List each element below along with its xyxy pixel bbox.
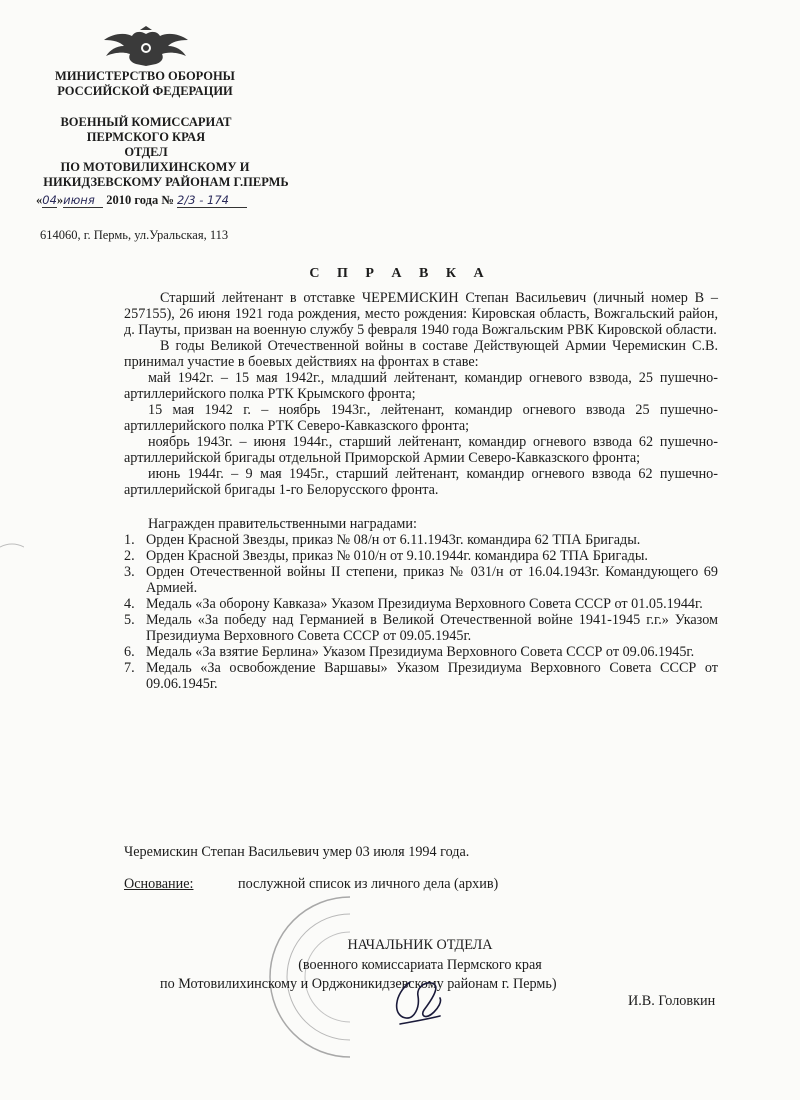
award-text: Медаль «За взятие Берлина» Указом Президиума Верховного Совета СССР от 09.06.1945г.	[146, 644, 695, 660]
service-entry: июнь 1944г. – 9 мая 1945г., старший лейтенант, командир огневого взвода 62 пушечно-артиллерийской бригады 1-го Белорусского фронта.	[124, 466, 718, 498]
award-text: Орден Красной Звезды, приказ № 010/н от 9.10.1944г. командира 62 ТПА Бригады.	[146, 548, 648, 564]
ministry-line: МИНИСТЕРСТВО ОБОРОНЫ	[55, 69, 235, 83]
paragraph-war-service: В годы Великой Отечественной войны в составе Действующей Армии Черемискин С.В. принимал участие в боевых действиях на фронтах в ставе:	[124, 338, 718, 370]
signature-title: НАЧАЛЬНИК ОТДЕЛА	[347, 937, 493, 953]
service-entry: май 1942г. – 15 мая 1942г., младший лейтенант, командир огневого взвода, 25 пушечно-артиллерийского полка РТК Крымского фронта;	[124, 370, 718, 402]
document-number-handwritten: 2/3 - 174	[177, 193, 247, 208]
service-entry: ноябрь 1943г. – июня 1944г., старший лейтенант, командир огневого взвода 62 пушечно-артиллерийской бригады отдельной Приморской Армии Северо-Кавказского фронта;	[124, 434, 718, 466]
award-number: 1.	[124, 532, 135, 548]
award-item	[124, 644, 718, 660]
address: 614060, г. Пермь, ул.Уральская, 113	[40, 228, 229, 242]
award-item	[124, 596, 718, 612]
award-text: Орден Отечественной войны II степени, приказ № 031/н от 16.04.1943г. Командующего 69 Армией.	[146, 564, 718, 596]
award-number: 3.	[124, 564, 135, 580]
award-text: Орден Красной Звезды, приказ № 08/н от 6.11.1943г. командира 62 ТПА Бригады.	[146, 532, 641, 548]
commissariat-line: ПЕРМСКОГО КРАЯ	[86, 130, 206, 144]
service-entry: 15 мая 1942 г. – ноябрь 1943г., лейтенант, командир огневого взвода 25 пушечно-артиллерийского полка РТК Северо-Кавказского фронта;	[124, 402, 718, 434]
binder-hole-mark-icon	[0, 540, 24, 554]
ministry-header	[40, 69, 250, 99]
number-sign: №	[161, 193, 174, 207]
handwritten-signature-icon	[380, 972, 460, 1032]
death-note: Черемискин Степан Васильевич умер 03 июля 1994 года.	[124, 844, 470, 860]
paragraph-personal-info: Старший лейтенант в отставке ЧЕРЕМИСКИН Степан Васильевич (личный номер В – 257155), 26 июня 1921 года рождения, место рождения: Кировская область, Вожгальский район, д. Пауты, призван на военную службу 5 февраля 1940 года Вожгальским РВК Кировской области.	[124, 290, 718, 338]
commissariat-line: ВОЕННЫЙ КОМИССАРИАТ	[60, 115, 232, 129]
award-number: 7.	[124, 660, 135, 676]
signer-name: И.В. Головкин	[628, 993, 716, 1009]
department-line-2: НИКИДЗЕВСКОМУ РАЙОНАМ Г.ПЕРМЬ	[43, 175, 289, 189]
date-number-line	[36, 193, 247, 208]
award-item	[124, 564, 718, 596]
award-text: Медаль «За освобождение Варшавы» Указом Президиума Верховного Совета СССР от 09.06.1945г.	[146, 660, 718, 692]
ministry-line: РОССИЙСКОЙ ФЕДЕРАЦИИ	[57, 84, 233, 98]
double-headed-eagle-emblem-icon	[100, 26, 192, 68]
award-item	[124, 532, 718, 548]
basis-label: Основание:	[124, 876, 194, 892]
award-item	[124, 548, 718, 564]
signature-line-3: по Мотовилихинскому и Орджоникидзевскому районам г. Пермь)	[160, 976, 557, 992]
date-quote-close: »	[56, 193, 64, 207]
commissariat-line: ОТДЕЛ	[124, 145, 168, 159]
document-title: С П Р А В К А	[309, 266, 491, 281]
commissariat-header	[30, 115, 262, 160]
awards-list	[124, 532, 718, 692]
award-text: Медаль «За оборону Кавказа» Указом Президиума Верховного Совета СССР от 01.05.1944г.	[146, 596, 703, 612]
date-month-handwritten: июня	[63, 193, 103, 208]
department-line-1: ПО МОТОВИЛИХИНСКОМУ И	[60, 160, 250, 174]
date-day-handwritten: 04	[42, 193, 57, 207]
award-number: 5.	[124, 612, 135, 628]
document-body	[124, 290, 718, 692]
signature-line-2: (военного комиссариата Пермского края	[298, 957, 542, 973]
basis-text: послужной список из личного дела (архив)	[238, 876, 499, 892]
date-year: 2010 года	[106, 193, 159, 207]
award-number: 6.	[124, 644, 135, 660]
award-item	[124, 660, 718, 692]
date-quote-open: «	[36, 193, 43, 207]
award-text: Медаль «За победу над Германией в Великой Отечественной войне 1941-1945 г.г.» Указом Президиума Верховного Совета СССР от 09.05.1945г.	[146, 612, 718, 644]
award-number: 2.	[124, 548, 135, 564]
awards-heading: Награжден правительственными наградами:	[148, 516, 417, 532]
award-number: 4.	[124, 596, 135, 612]
award-item	[124, 612, 718, 644]
